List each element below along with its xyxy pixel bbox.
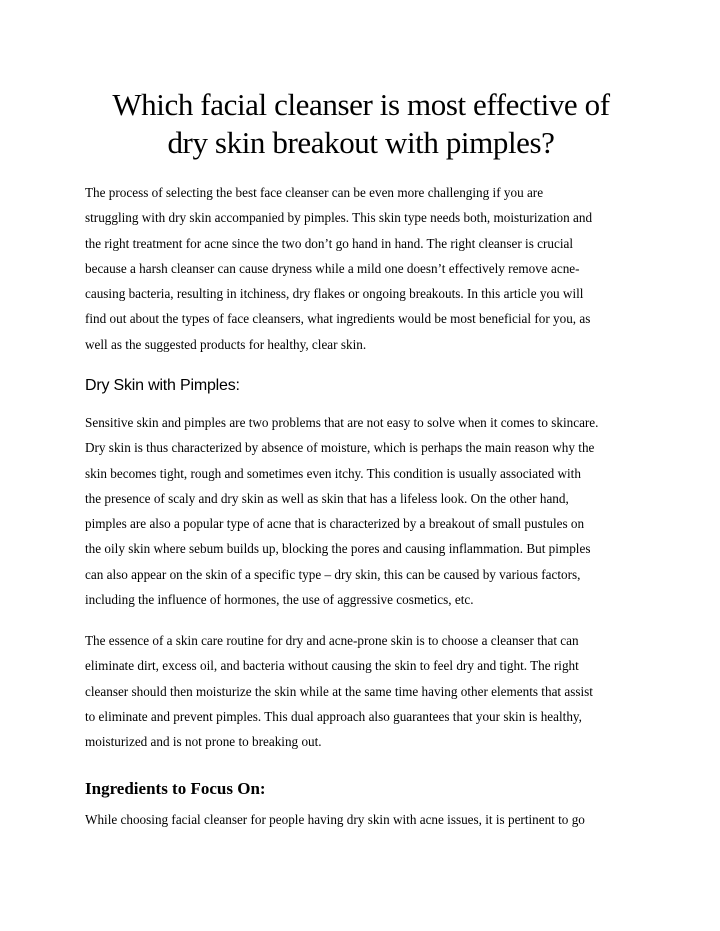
text-line: well as the suggested products for healthy, clear skin. (85, 336, 367, 352)
text-line: because a harsh cleanser can cause dryness while a mild one doesn’t effectively remove acne- (85, 260, 580, 276)
text-line: The process of selecting the best face cleanser can be even more challenging if you are (85, 185, 544, 200)
document-title (85, 86, 637, 162)
text-line: including the influence of hormones, the use of aggressive cosmetics, etc. (85, 592, 474, 608)
text-line: skin becomes tight, rough and sometimes even itchy. This condition is usually associated with (85, 465, 581, 481)
text-line: can also appear on the skin of a specific type – dry skin, this can be caused by various factors, (85, 566, 581, 582)
intro-paragraph (85, 180, 637, 357)
dry-skin-paragraph-1 (85, 410, 637, 612)
section-heading-dry-skin: Dry Skin with Pimples: (85, 377, 240, 394)
text-line: causing bacteria, resulting in itchiness, dry flakes or ongoing breakouts. In this article you will (85, 286, 584, 302)
text-line: to eliminate and prevent pimples. This dual approach also guarantees that your skin is healthy, (85, 708, 582, 724)
text-line: find out about the types of face cleansers, what ingredients would be most beneficial for you, as (85, 311, 591, 327)
title-line: dry skin breakout with pimples? (167, 125, 555, 160)
text-line: cleanser should then moisturize the skin while at the same time having other elements that assist (85, 683, 593, 699)
text-line: Sensitive skin and pimples are two problems that are not easy to solve when it comes to skincare. (85, 415, 599, 430)
section-heading-ingredients: Ingredients to Focus On: (85, 779, 266, 798)
text-line: pimples are also a popular type of acne that is characterized by a breakout of small pustules on (85, 516, 585, 532)
dry-skin-paragraph-2 (85, 628, 637, 754)
text-line: The essence of a skin care routine for dry and acne-prone skin is to choose a cleanser that can (85, 633, 579, 648)
ingredients-paragraph-1 (85, 807, 637, 832)
text-line: the right treatment for acne since the two don’t go hand in hand. The right cleanser is crucial (85, 235, 574, 251)
title-line: Which facial cleanser is most effective of (112, 87, 610, 122)
text-line: the presence of scaly and dry skin as well as skin that has a lifeless look. On the other hand, (85, 490, 569, 506)
text-line: eliminate dirt, excess oil, and bacteria without causing the skin to feel dry and tight. The right (85, 658, 579, 674)
text-line: struggling with dry skin accompanied by pimples. This skin type needs both, moisturization and (85, 210, 593, 226)
text-line: Dry skin is thus characterized by absence of moisture, which is perhaps the main reason why the (85, 440, 595, 456)
text-line: While choosing facial cleanser for people having dry skin with acne issues, it is pertinent to go (85, 812, 585, 827)
text-line: moisturized and is not prone to breaking out. (85, 734, 322, 750)
text-line: the oily skin where sebum builds up, blocking the pores and causing inflammation. But pimples (85, 541, 591, 557)
